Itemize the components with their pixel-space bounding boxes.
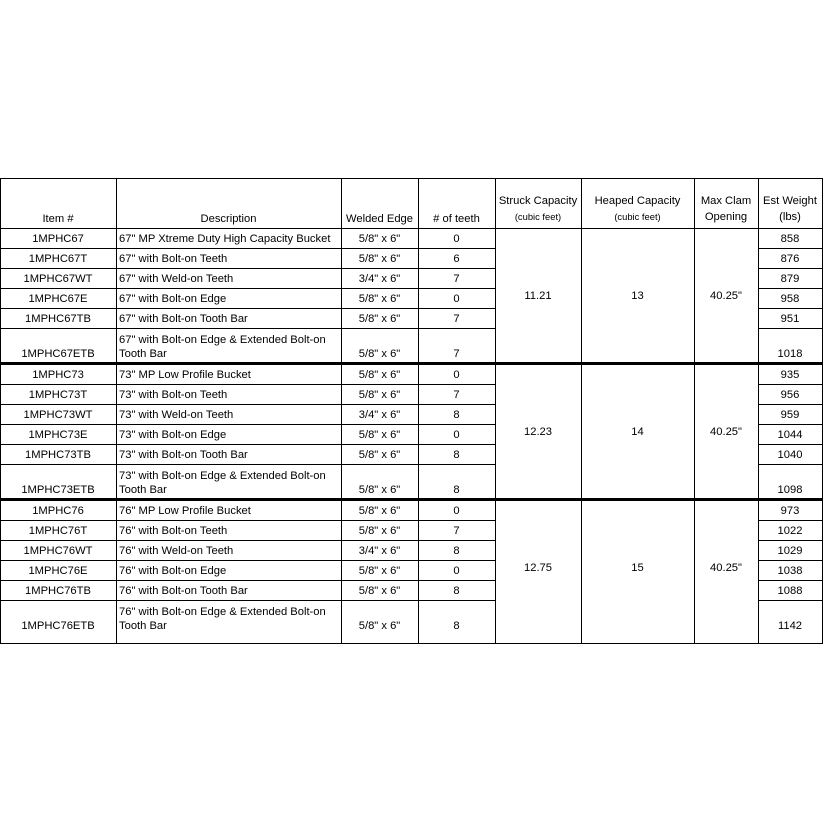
est-weight-cell: 879 bbox=[780, 273, 800, 285]
item-number-cell: 1MPHC76TB bbox=[25, 585, 91, 597]
welded-edge-cell: 3/4" x 6" bbox=[358, 409, 401, 421]
description-cell: 73" with Bolt-on Edge bbox=[119, 429, 227, 441]
teeth-count-cell: 8 bbox=[453, 545, 460, 557]
heaped-capacity-cell: 14 bbox=[631, 425, 644, 438]
welded-edge-cell: 5/8" x 6" bbox=[358, 525, 401, 537]
description-cell: 67" with Bolt-on Teeth bbox=[119, 253, 228, 265]
welded-edge-cell: 5/8" x 6" bbox=[358, 505, 401, 517]
teeth-count-cell: 8 bbox=[453, 449, 460, 461]
teeth-count-cell: 7 bbox=[453, 348, 460, 360]
header-lbs: (lbs) bbox=[779, 211, 801, 223]
description-cell: 67" MP Xtreme Duty High Capacity Bucket bbox=[119, 233, 331, 245]
item-number-cell: 1MPHC67ETB bbox=[21, 348, 95, 360]
item-number-cell: 1MPHC76T bbox=[28, 525, 88, 537]
teeth-count-cell: 0 bbox=[453, 293, 460, 305]
welded-edge-cell: 5/8" x 6" bbox=[358, 449, 401, 461]
header-struck-unit: (cubic feet) bbox=[514, 211, 562, 222]
description-cell: 73" with Bolt-on Edge & Extended Bolt-on Tooth Bar bbox=[119, 470, 326, 496]
welded-edge-cell: 5/8" x 6" bbox=[358, 233, 401, 245]
est-weight-cell: 1088 bbox=[777, 585, 803, 597]
teeth-count-cell: 8 bbox=[453, 409, 460, 421]
est-weight-cell: 1044 bbox=[777, 429, 803, 441]
item-number-cell: 1MPHC67TB bbox=[25, 313, 91, 325]
description-cell: 73" MP Low Profile Bucket bbox=[119, 369, 251, 381]
welded-edge-cell: 5/8" x 6" bbox=[358, 585, 401, 597]
welded-edge-cell: 5/8" x 6" bbox=[358, 429, 401, 441]
header-description: Description bbox=[200, 213, 257, 225]
description-cell: 73" with Bolt-on Tooth Bar bbox=[119, 449, 248, 461]
header-teeth: # of teeth bbox=[433, 213, 480, 225]
max-clam-opening-cell: 40.25" bbox=[710, 425, 742, 438]
est-weight-cell: 1098 bbox=[777, 484, 803, 496]
header-opening: Opening bbox=[704, 211, 748, 223]
teeth-count-cell: 7 bbox=[453, 389, 460, 401]
est-weight-cell: 1142 bbox=[777, 620, 803, 632]
header-item: Item # bbox=[42, 213, 74, 225]
struck-capacity-cell: 12.23 bbox=[524, 425, 552, 438]
est-weight-cell: 958 bbox=[780, 293, 800, 305]
header-est-weight: Est Weight bbox=[763, 195, 817, 207]
header-struck-capacity: Struck Capacity bbox=[498, 195, 578, 207]
welded-edge-cell: 5/8" x 6" bbox=[358, 484, 401, 496]
description-cell: 67" with Bolt-on Edge & Extended Bolt-on Tooth Bar bbox=[119, 334, 326, 360]
description-cell: 76" with Bolt-on Teeth bbox=[119, 525, 228, 537]
item-number-cell: 1MPHC73T bbox=[28, 389, 88, 401]
teeth-count-cell: 8 bbox=[453, 484, 460, 496]
est-weight-cell: 858 bbox=[780, 233, 800, 245]
teeth-count-cell: 8 bbox=[453, 585, 460, 597]
description-cell: 76" MP Low Profile Bucket bbox=[119, 505, 251, 517]
welded-edge-cell: 5/8" x 6" bbox=[358, 348, 401, 360]
welded-edge-cell: 5/8" x 6" bbox=[358, 565, 401, 577]
item-number-cell: 1MPHC73ETB bbox=[21, 484, 95, 496]
description-cell: 76" with Bolt-on Tooth Bar bbox=[119, 585, 248, 597]
item-number-cell: 1MPHC73WT bbox=[23, 409, 93, 421]
welded-edge-cell: 5/8" x 6" bbox=[358, 369, 401, 381]
est-weight-cell: 1038 bbox=[777, 565, 803, 577]
bucket-spec-table bbox=[0, 178, 823, 644]
est-weight-cell: 1029 bbox=[777, 545, 803, 557]
teeth-count-cell: 8 bbox=[453, 620, 460, 632]
item-number-cell: 1MPHC67T bbox=[28, 253, 88, 265]
max-clam-opening-cell: 40.25" bbox=[710, 561, 742, 574]
item-number-cell: 1MPHC73 bbox=[32, 369, 84, 381]
description-cell: 67" with Weld-on Teeth bbox=[119, 273, 234, 285]
welded-edge-cell: 3/4" x 6" bbox=[358, 545, 401, 557]
est-weight-cell: 956 bbox=[780, 389, 800, 401]
teeth-count-cell: 6 bbox=[453, 253, 460, 265]
welded-edge-cell: 5/8" x 6" bbox=[358, 313, 401, 325]
heaped-capacity-cell: 15 bbox=[631, 561, 644, 574]
item-number-cell: 1MPHC67WT bbox=[23, 273, 93, 285]
est-weight-cell: 1022 bbox=[777, 525, 803, 537]
item-number-cell: 1MPHC76 bbox=[32, 505, 84, 517]
est-weight-cell: 935 bbox=[780, 369, 800, 381]
est-weight-cell: 1018 bbox=[777, 348, 803, 360]
teeth-count-cell: 0 bbox=[453, 233, 460, 245]
max-clam-opening-cell: 40.25" bbox=[710, 289, 742, 302]
header-max-clam: Max Clam bbox=[700, 195, 752, 207]
est-weight-cell: 959 bbox=[780, 409, 800, 421]
description-cell: 67" with Bolt-on Tooth Bar bbox=[119, 313, 248, 325]
welded-edge-cell: 5/8" x 6" bbox=[358, 620, 401, 632]
welded-edge-cell: 5/8" x 6" bbox=[358, 293, 401, 305]
welded-edge-cell: 5/8" x 6" bbox=[358, 389, 401, 401]
est-weight-cell: 876 bbox=[780, 253, 800, 265]
teeth-count-cell: 7 bbox=[453, 313, 460, 325]
header-heaped-capacity: Heaped Capacity bbox=[594, 195, 681, 207]
welded-edge-cell: 3/4" x 6" bbox=[358, 273, 401, 285]
header-heaped-unit: (cubic feet) bbox=[614, 211, 661, 222]
description-cell: 76" with Weld-on Teeth bbox=[119, 545, 234, 557]
description-cell: 67" with Bolt-on Edge bbox=[119, 293, 227, 305]
description-cell: 76" with Bolt-on Edge & Extended Bolt-on Tooth Bar bbox=[119, 606, 326, 632]
description-cell: 73" with Weld-on Teeth bbox=[119, 409, 234, 421]
est-weight-cell: 951 bbox=[780, 313, 800, 325]
est-weight-cell: 1040 bbox=[777, 449, 803, 461]
teeth-count-cell: 0 bbox=[453, 565, 460, 577]
heaped-capacity-cell: 13 bbox=[631, 289, 644, 302]
header-welded-edge: Welded Edge bbox=[346, 213, 413, 225]
struck-capacity-cell: 11.21 bbox=[524, 289, 552, 302]
teeth-count-cell: 7 bbox=[453, 525, 460, 537]
teeth-count-cell: 7 bbox=[453, 273, 460, 285]
item-number-cell: 1MPHC76WT bbox=[23, 545, 93, 557]
item-number-cell: 1MPHC73E bbox=[28, 429, 88, 441]
teeth-count-cell: 0 bbox=[453, 429, 460, 441]
item-number-cell: 1MPHC67E bbox=[28, 293, 88, 305]
item-number-cell: 1MPHC67 bbox=[32, 233, 84, 245]
description-cell: 73" with Bolt-on Teeth bbox=[119, 389, 228, 401]
est-weight-cell: 973 bbox=[780, 505, 800, 517]
description-cell: 76" with Bolt-on Edge bbox=[119, 565, 227, 577]
teeth-count-cell: 0 bbox=[453, 369, 460, 381]
item-number-cell: 1MPHC76E bbox=[28, 565, 88, 577]
teeth-count-cell: 0 bbox=[453, 505, 460, 517]
item-number-cell: 1MPHC76ETB bbox=[21, 620, 95, 632]
struck-capacity-cell: 12.75 bbox=[524, 561, 552, 574]
item-number-cell: 1MPHC73TB bbox=[25, 449, 91, 461]
welded-edge-cell: 5/8" x 6" bbox=[358, 253, 401, 265]
